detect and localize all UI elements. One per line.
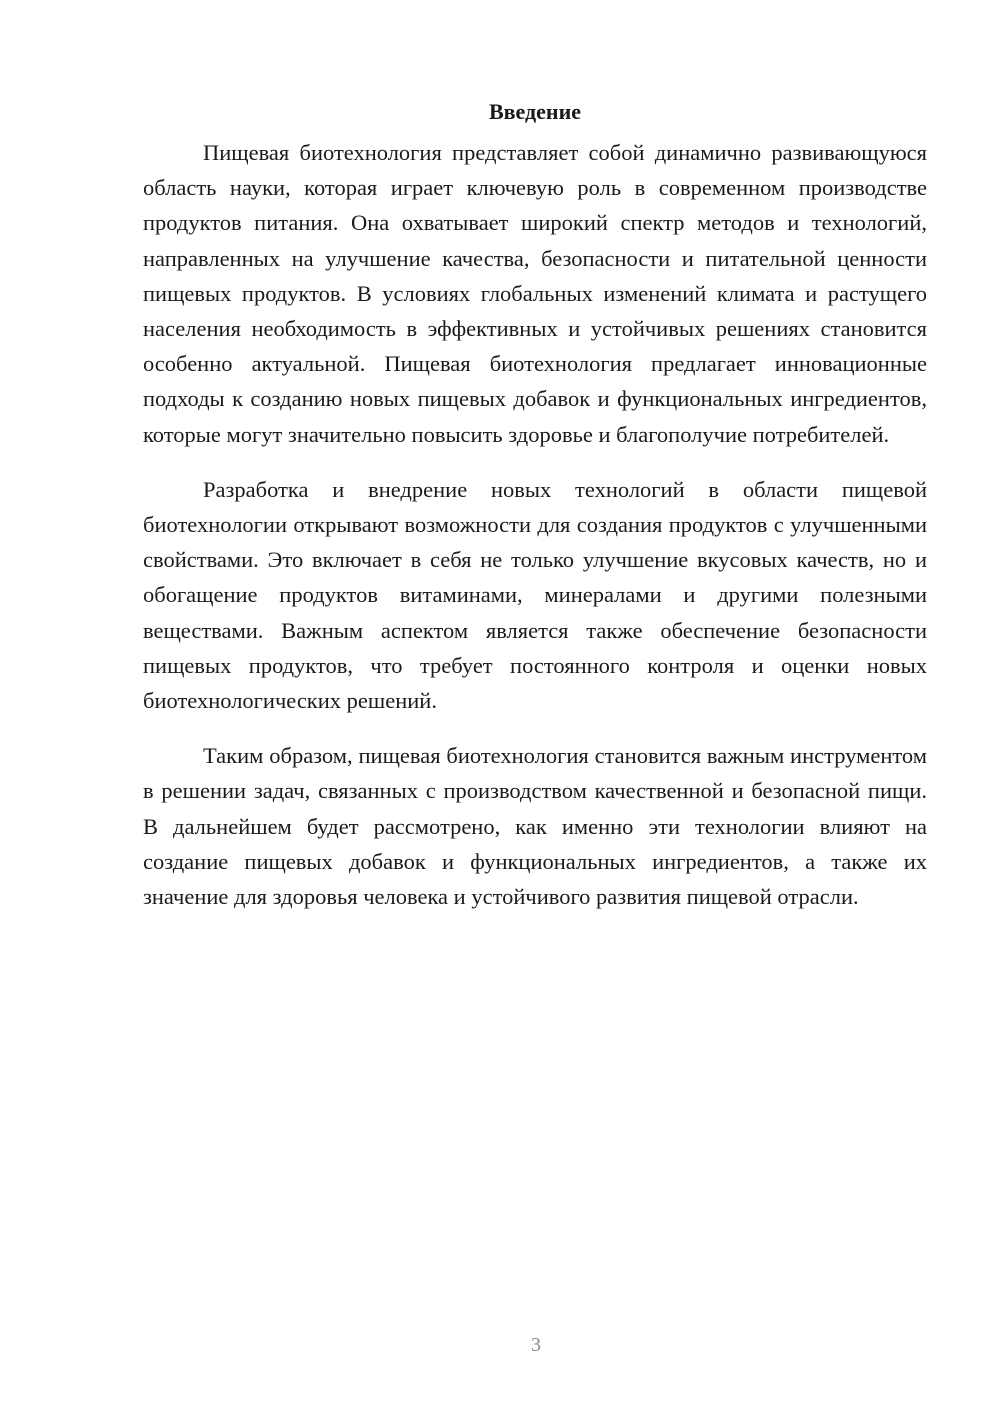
paragraph-1: Пищевая биотехнология представляет собой динамично развивающуюся область науки, которая играет ключевую роль в современном производстве продуктов питания. Она охватывает широкий спектр методов и технологий, направленных на улучшение качества, безопасности и питательной ценности пищевых продуктов. В условиях глобальных изменений климата и растущего населения необходимость в эффективных и устойчивых решениях становится особенно актуальной. Пищевая биотехнология предлагает инновационные подходы к созданию новых пищевых добавок и функциональных ингредиентов, которые могут значительно повысить здоровье и благополучие потребителей. bbox=[143, 140, 927, 447]
paragraph-3: Таким образом, пищевая биотехнология становится важным инструментом в решении задач, связанных с производством качественной и безопасной пищи. В дальнейшем будет рассмотрено, как именно эти технологии влияют на создание пищевых добавок и функциональных ингредиентов, а также их значение для здоровья человека и устойчивого развития пищевой отрасли. bbox=[143, 743, 927, 910]
section-title: Введение bbox=[488, 99, 582, 124]
page-number: 3 bbox=[531, 1334, 541, 1356]
paragraph-2: Разработка и внедрение новых технологий в области пищевой биотехнологии открывают возможности для создания продуктов с улучшенными свойствами. Это включает в себя не только улучшение вкусовых качеств, но и обогащение продуктов витаминами, минералами и другими полезными веществами. Важным аспектом является также обеспечение безопасности пищевых продуктов, что требует постоянного контроля и оценки новых биотехнологических решений. bbox=[143, 476, 927, 714]
page-content bbox=[143, 96, 927, 934]
